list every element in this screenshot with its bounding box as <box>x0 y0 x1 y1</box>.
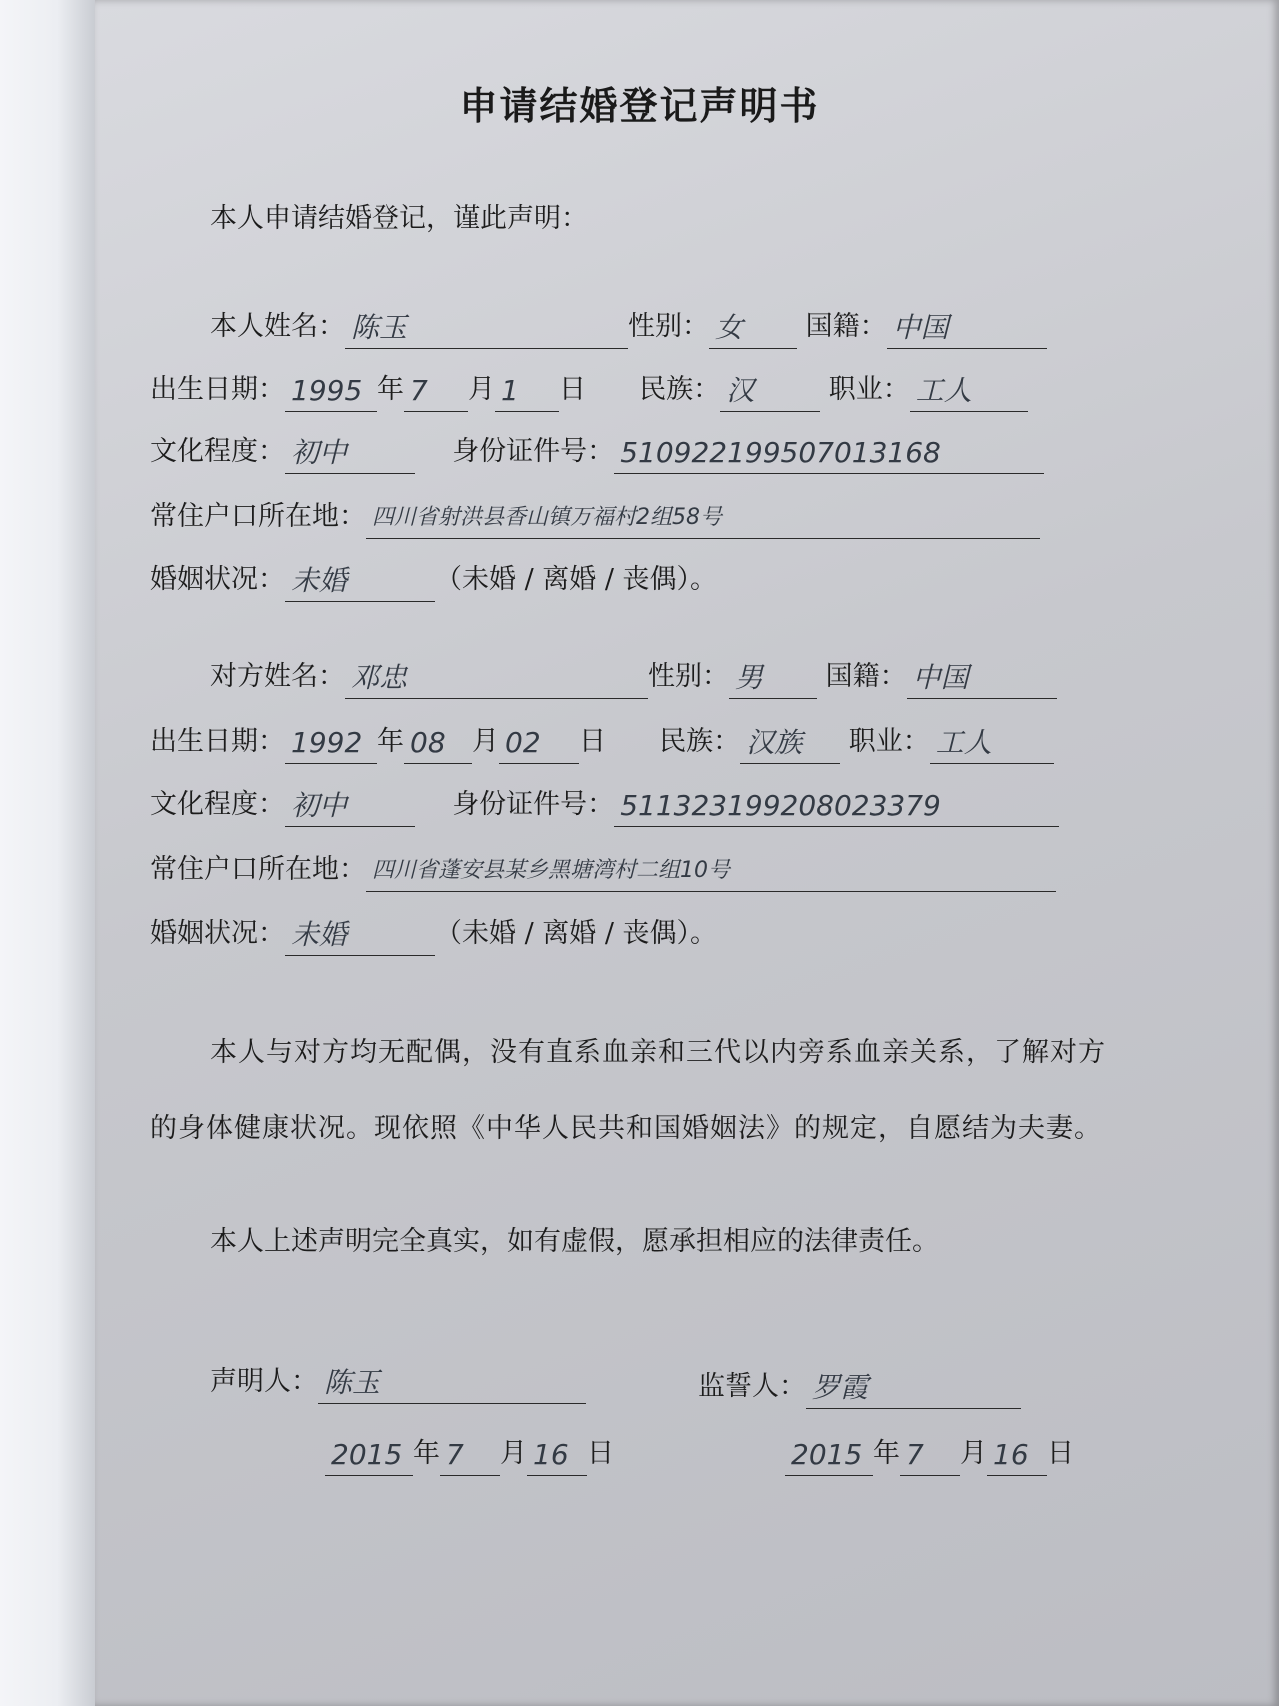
other-day-label: 日 <box>579 726 606 757</box>
self-nationality-label: 国籍： <box>805 311 887 342</box>
self-occupation-label: 职业： <box>828 374 910 405</box>
other-marital-label: 婚姻状况： <box>150 918 285 949</box>
other-marital-row <box>150 912 717 956</box>
self-residence-row <box>150 495 1040 539</box>
self-residence-label: 常住户口所在地： <box>150 501 366 532</box>
self-birth-month-field[interactable]: 7 <box>404 372 468 412</box>
other-birth-month-field[interactable]: 08 <box>404 724 472 764</box>
other-birth-year-field[interactable]: 1992 <box>285 724 377 764</box>
other-birth-label: 出生日期： <box>150 726 285 757</box>
other-name-field[interactable]: 邓忠 <box>345 659 648 699</box>
self-education-label: 文化程度： <box>150 436 285 467</box>
other-gender-label: 性别： <box>648 661 729 692</box>
witness-month-label: 月 <box>960 1438 987 1469</box>
other-occupation-label: 职业： <box>848 726 930 757</box>
self-education-row <box>150 430 1044 474</box>
other-education-label: 文化程度： <box>150 789 285 820</box>
self-ethnicity-label: 民族： <box>639 374 721 405</box>
other-residence-row <box>150 848 1056 892</box>
declarant-date-day[interactable]: 16 <box>527 1436 587 1476</box>
self-name-label: 本人姓名： <box>210 311 345 342</box>
self-occupation-field[interactable]: 工人 <box>910 372 1028 412</box>
declarant-date-row <box>325 1432 614 1476</box>
declarant-month-label: 月 <box>500 1438 527 1469</box>
self-marital-row <box>150 558 717 602</box>
other-nationality-label: 国籍： <box>825 661 907 692</box>
other-name-label: 对方姓名： <box>210 661 345 692</box>
self-name-row <box>210 305 1047 349</box>
other-gender-field[interactable]: 男 <box>729 659 817 699</box>
other-ethnicity-field[interactable]: 汉族 <box>740 724 840 764</box>
declarant-row <box>210 1360 586 1404</box>
declarant-day-label: 日 <box>587 1438 614 1469</box>
self-marital-field[interactable]: 未婚 <box>285 562 435 602</box>
witness-day-label: 日 <box>1047 1438 1074 1469</box>
declarant-label: 声明人： <box>210 1366 318 1397</box>
self-marital-options: （未婚 / 离婚 / 丧偶）。 <box>435 564 718 595</box>
document-title: 申请结婚登记声明书 <box>459 83 820 128</box>
other-education-field[interactable]: 初中 <box>285 787 415 827</box>
witness-year-label: 年 <box>873 1438 900 1469</box>
other-birth-day-field[interactable]: 02 <box>499 724 579 764</box>
self-name-field[interactable]: 陈玉 <box>345 309 628 349</box>
other-name-row <box>210 655 1057 699</box>
other-month-label: 月 <box>472 726 499 757</box>
self-gender-field[interactable]: 女 <box>709 309 797 349</box>
self-day-label: 日 <box>559 374 586 405</box>
other-residence-field[interactable]: 四川省蓬安县某乡黑塘湾村二组10号 <box>366 852 1056 892</box>
other-year-label: 年 <box>377 726 404 757</box>
other-marital-field[interactable]: 未婚 <box>285 916 435 956</box>
self-gender-label: 性别： <box>628 311 709 342</box>
intro-text: 本人申请结婚登记，谨此声明： <box>210 203 588 234</box>
other-nationality-field[interactable]: 中国 <box>907 659 1057 699</box>
witness-signature[interactable]: 罗霞 <box>806 1369 1021 1409</box>
witness-date-month[interactable]: 7 <box>900 1436 960 1476</box>
witness-date-row <box>785 1432 1074 1476</box>
other-occupation-field[interactable]: 工人 <box>930 724 1054 764</box>
declarant-date-year[interactable]: 2015 <box>325 1436 413 1476</box>
self-birth-year-field[interactable]: 1995 <box>285 372 377 412</box>
declaration-paragraph: 本人与对方均无配偶，没有直系血亲和三代以内旁系血亲关系，了解对方的身体健康状况。现依照《中华人民共和国婚姻法》的规定，自愿结为夫妻。 <box>150 1037 1106 1144</box>
self-marital-label: 婚姻状况： <box>150 564 285 595</box>
self-birth-row <box>150 368 1028 412</box>
self-nationality-field[interactable]: 中国 <box>887 309 1047 349</box>
witness-label: 监誓人： <box>698 1371 806 1402</box>
witness-row <box>698 1365 1021 1409</box>
declarant-signature[interactable]: 陈玉 <box>318 1364 586 1404</box>
self-birth-label: 出生日期： <box>150 374 285 405</box>
self-year-label: 年 <box>377 374 404 405</box>
other-marital-options: （未婚 / 离婚 / 丧偶）。 <box>435 918 718 949</box>
declarant-year-label: 年 <box>413 1438 440 1469</box>
other-ethnicity-label: 民族： <box>659 726 741 757</box>
self-ethnicity-field[interactable]: 汉 <box>720 372 820 412</box>
self-birth-day-field[interactable]: 1 <box>495 372 559 412</box>
witness-date-year[interactable]: 2015 <box>785 1436 873 1476</box>
truth-statement: 本人上述声明完全真实，如有虚假，愿承担相应的法律责任。 <box>210 1226 939 1257</box>
witness-date-day[interactable]: 16 <box>987 1436 1047 1476</box>
other-birth-row <box>150 720 1054 764</box>
self-id-field[interactable]: 510922199507013168 <box>614 434 1044 474</box>
self-id-label: 身份证件号： <box>452 436 615 467</box>
page-edge <box>0 0 95 1706</box>
other-residence-label: 常住户口所在地： <box>150 854 366 885</box>
other-id-field[interactable]: 511323199208023379 <box>614 787 1059 827</box>
other-education-row <box>150 783 1059 827</box>
self-month-label: 月 <box>468 374 495 405</box>
self-residence-field[interactable]: 四川省射洪县香山镇万福村2组58号 <box>366 499 1040 539</box>
self-education-field[interactable]: 初中 <box>285 434 415 474</box>
other-id-label: 身份证件号： <box>452 789 615 820</box>
declarant-date-month[interactable]: 7 <box>440 1436 500 1476</box>
